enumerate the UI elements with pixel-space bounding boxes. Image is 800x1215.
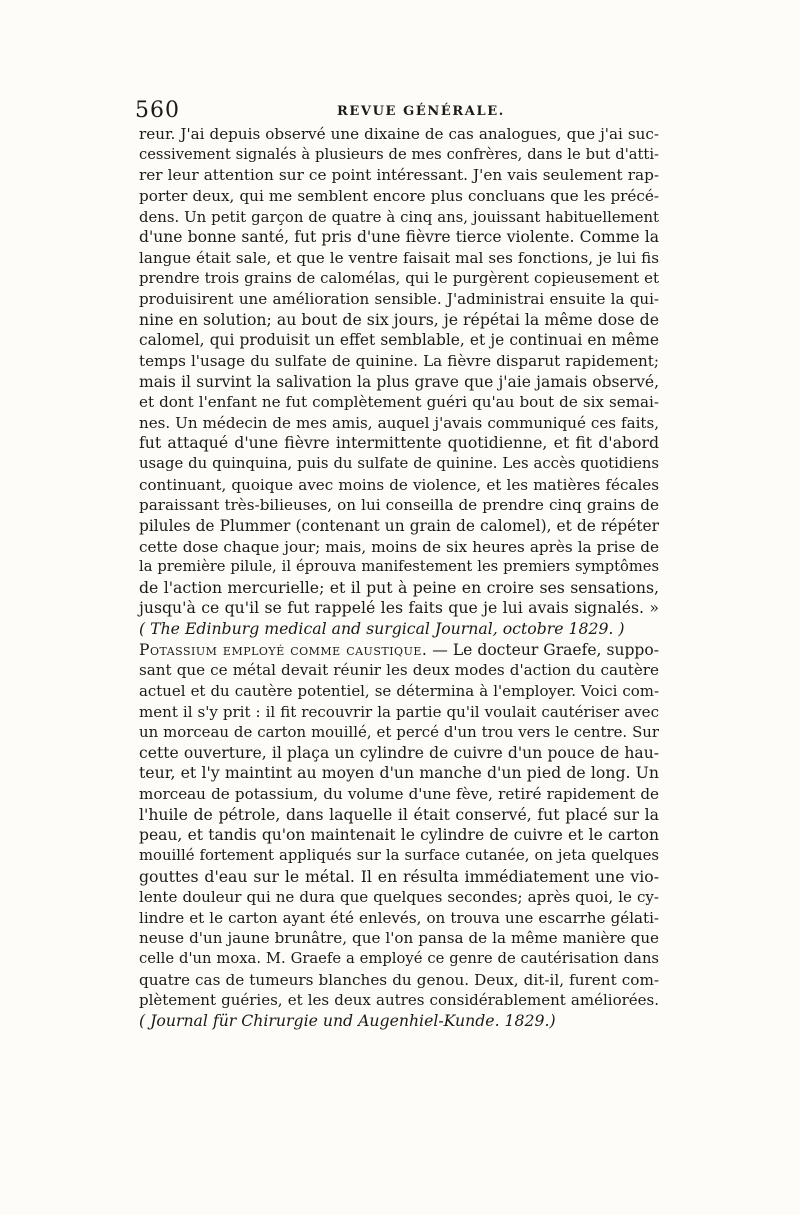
text-line: usage du quinquina, puis du sulfate de quinine. Les accès quotidiens [139,455,659,472]
article-first-line [139,640,659,661]
text-line: un morceau de carton mouillé, et percé d'un trou vers le centre. Sur [139,723,659,742]
text-line: neuse d'un jaune brunâtre, que l'on pansa de la même manière que [139,929,659,948]
text-line: gouttes d'eau sur le métal. Il en résulta immédiatement une vio- [139,866,659,886]
text-line: prendre trois grains de calomélas, qui le purgèrent copieusement et [139,269,659,288]
text-line: plètement guéries, et les deux autres considérablement améliorées. [139,991,659,1010]
text-line: mais il survint la salivation la plus grave que j'aie jamais observé, [139,372,659,391]
text-line: paraissant très-bilieuses, on lui conseilla de prendre cinq grains de [139,496,659,515]
text-line: cette ouverture, il plaça un cylindre de cuivre d'un pouce de hau- [139,743,659,762]
text-line: cessivement signalés à plusieurs de mes confrères, dans le but d'atti- [139,145,659,163]
text-line: nine en solution; au bout de six jours, je répétai la même dose de [139,309,659,329]
text-line: teur, et l'y maintint au moyen d'un manche d'un pied de long. Un [139,763,659,783]
text-line: et dont l'enfant ne fut complètement guéri qu'au bout de six semai- [139,393,659,412]
text-line: dens. Un petit garçon de quatre à cinq ans, jouissant habituellement [139,207,659,226]
text-line: la première pilule, il éprouva manifestement les premiers symptômes [139,558,659,576]
text-line: temps l'usage du sulfate de quinine. La fièvre disparut rapidement; [139,351,659,370]
article-title: Potassium employé comme caustique. [139,640,428,659]
text-line: — Le docteur Graefe, suppo- [427,640,659,659]
source-citation: ( The Edinburg medical and surgical Journal, octobre 1829. ) [139,619,625,638]
text-line: actuel et du cautère potentiel, se détermina à l'employer. Voici com- [139,681,659,700]
text-line: mouillé fortement appliqués sur la surface cutanée, on jeta quelques [139,846,659,864]
text-line: continuant, quoique avec moins de violence, et les matières fécales [139,475,659,494]
text-line: fut attaqué d'une fièvre intermittente quotidienne, et fit d'abord [139,433,659,453]
text-line: sant que ce métal devait réunir les deux modes d'action du cautère [139,661,659,680]
text-line: pilules de Plummer (contenant un grain de calomel), et de répéter [139,516,659,535]
text-line: calomel, qui produisit un effet semblable, et je continuai en même [139,331,659,350]
text-line: lindre et le carton ayant été enlevés, on trouva une escarrhe gélati- [139,908,659,927]
text-line: jusqu'à ce qu'il se fut rappelé les faits que je lui avais signalés. » [139,598,659,618]
text-line: lente douleur qui ne dura que quelques secondes; après quoi, le cy- [139,888,659,907]
body-text [139,124,659,1032]
text-line: morceau de potassium, du volume d'une fève, retiré rapidement de [139,785,659,803]
text-line: peau, et tandis qu'on maintenait le cylindre de cuivre et le carton [139,826,659,845]
text-line: l'huile de pétrole, dans laquelle il était conservé, fut placé sur la [139,804,659,824]
text-line: porter deux, qui me semblent encore plus concluans que les précé- [139,186,659,205]
text-line: cette dose chaque jour; mais, moins de six heures après la prise de [139,537,659,556]
text-line: langue était sale, et que le ventre faisait mal ses fonctions, je lui fis [139,248,659,267]
page-header [135,96,670,126]
running-head: REVUE GÉNÉRALE. [337,104,505,119]
text-line: ment il s'y prit : il fit recouvrir la partie qu'il voulait cautériser avec [139,702,659,721]
text-line: d'une bonne santé, fut pris d'une fièvre tierce violente. Comme la [139,228,659,247]
text-line: de l'action mercurielle; et il put à peine en croire ses sensations, [139,577,659,597]
page-number: 560 [135,98,180,123]
text-line: nes. Un médecin de mes amis, auquel j'avais communiqué ces faits, [139,413,659,432]
text-line: rer leur attention sur ce point intéressant. J'en vais seulement rap- [139,166,659,185]
source-citation: ( Journal für Chirurgie und Augenhiel-Kunde. 1829.) [139,1010,556,1030]
text-line: reur. J'ai depuis observé une dixaine de cas analogues, que j'ai suc- [139,125,659,143]
text-line: quatre cas de tumeurs blanches du genou. Deux, dit-il, furent com- [139,970,659,989]
text-line: celle d'un moxa. M. Graefe a employé ce genre de cautérisation dans [139,950,659,967]
text-line: produisirent une amélioration sensible. J'administrai ensuite la qui- [139,290,659,308]
